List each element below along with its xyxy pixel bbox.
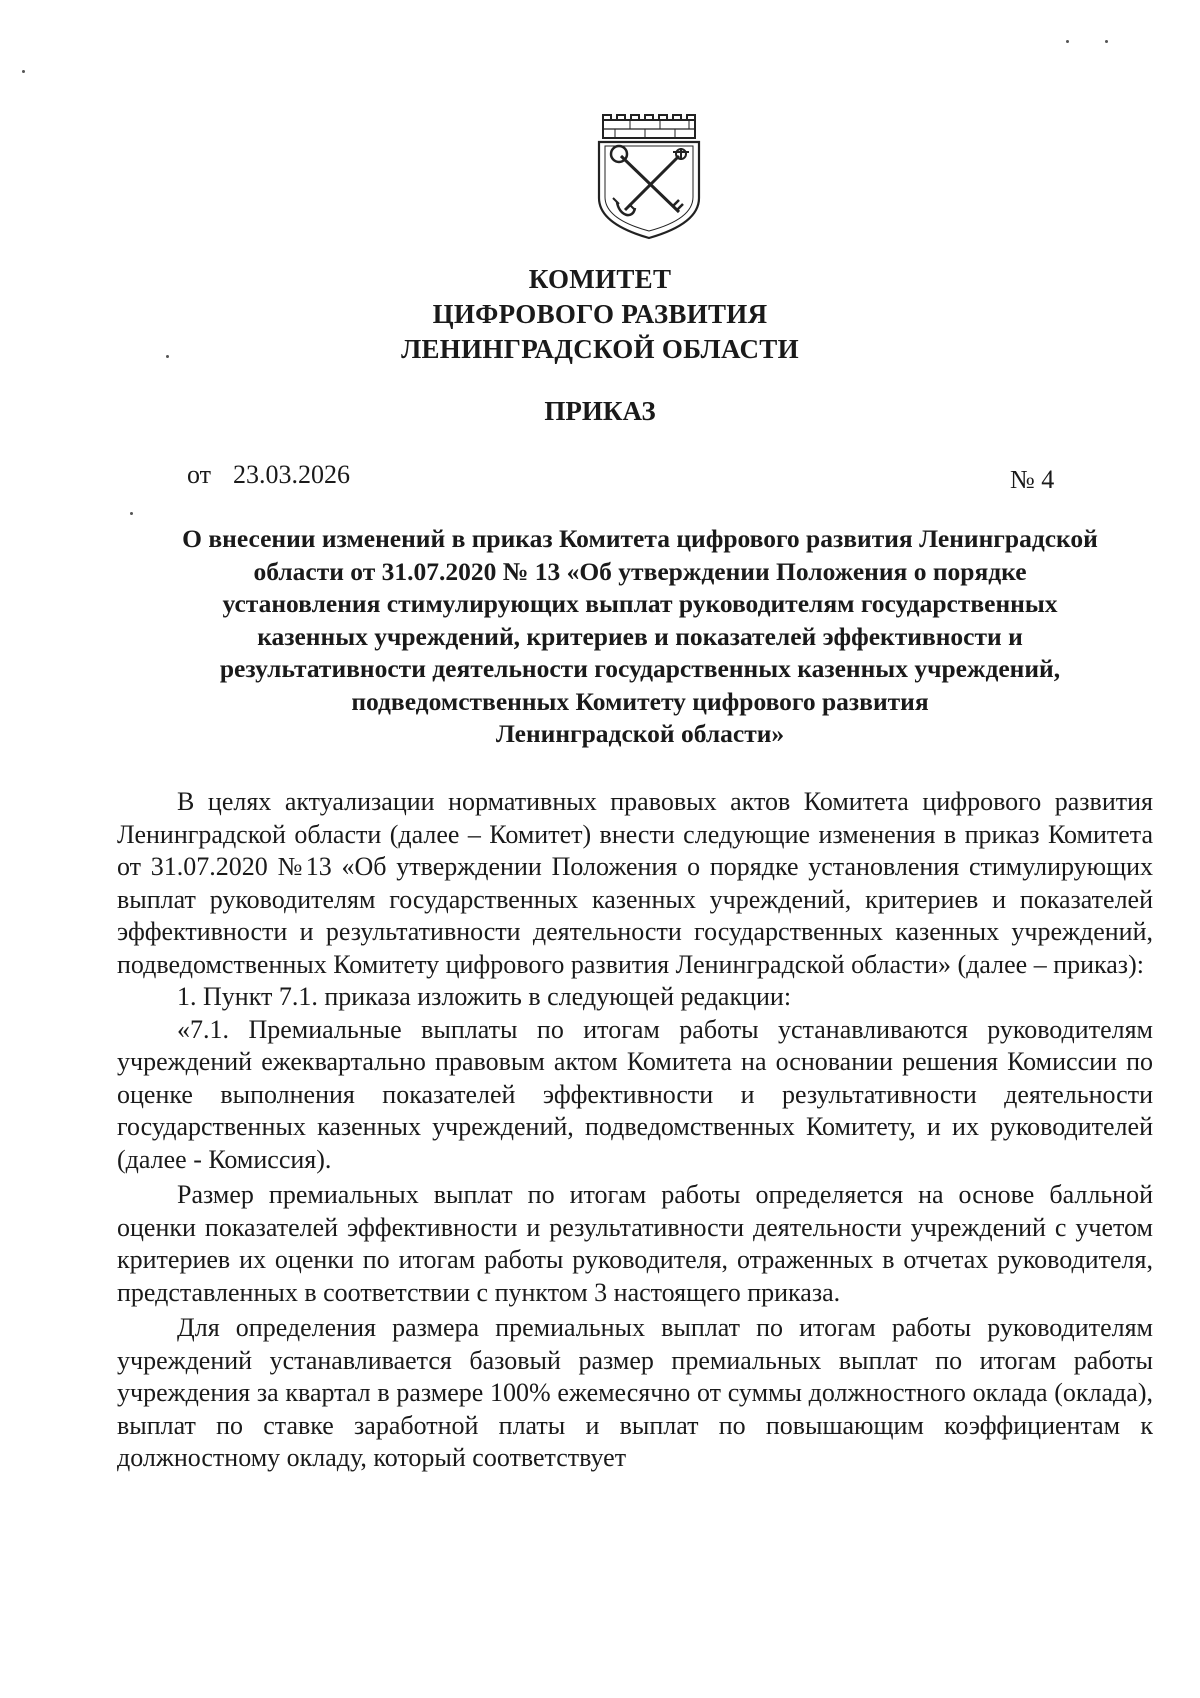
subject-line: казенных учреждений, критериев и показателей эффективности и [257,621,1023,651]
org-line: ЦИФРОВОГО РАЗВИТИЯ [432,299,768,329]
subject-line: результативности деятельности государственных казенных учреждений, [219,654,1061,683]
scan-speck [130,512,133,515]
subject-line: подведомственных Комитету цифрового развития [351,686,929,716]
paragraph-7-1: «7.1. Премиальные выплаты по итогам работы устанавливаются руководителям учреждений ежеквартально правовым актом Комитета на основании решения Комиссии по оценке выполнения показателей эффективности и результативности деятельности государственных казенных учреждений, подведомственных Комитету, и их руководителей (далее - Комиссия). [117,1014,1153,1174]
document-date [187,460,350,490]
date-value: 23.03.2026 [233,460,351,489]
paragraph-bonus-size: Размер премиальных выплат по итогам работы определяется на основе балльной оценки показателей эффективности и результативности деятельности учреждений с учетом критериев их оценки по итогам работы руководителя, отраженных в отчетах руководителя, представленных в соответствии с пунктом 3 настоящего приказа. [117,1180,1153,1307]
scan-speck [166,355,169,358]
scan-speck [22,70,25,73]
paragraph-item-1: 1. Пункт 7.1. приказа изложить в следующей редакции: [177,982,792,1011]
org-line: КОМИТЕТ [528,264,672,294]
coat-of-arms-emblem [593,112,705,242]
subject-line: О внесении изменений в приказ Комитета цифрового развития Ленинградской [182,524,1098,553]
paragraph-base-size: Для определения размера премиальных выплат по итогам работы руководителям учреждений устанавливается базовый размер премиальных выплат по итогам работы учреждения за квартал в размере 100% ежемесячно от суммы должностного оклада (оклада), выплат по ставке заработной платы и выплат по повышающим коэффициентам к должностному окладу, который соответствует [117,1313,1153,1472]
scan-speck [1105,40,1108,43]
paragraph-preamble: В целях актуализации нормативных правовых актов Комитета цифрового развития Ленинградской области (далее – Комитет) внести следующие изменения в приказ Комитета от 31.07.2020 №13 «Об утверждении Положения о порядке установления стимулирующих выплат руководителям государственных казенных учреждений, критериев и показателей эффективности и результативности деятельности государственных казенных учреждений, подведомственных Комитету цифрового развития Ленинградской области» (далее – приказ): [117,787,1153,979]
org-line: ЛЕНИНГРАДСКОЙ ОБЛАСТИ [401,334,799,364]
document-type: ПРИКАЗ [544,396,656,426]
subject-line: Ленинградской области» [495,719,785,748]
document-body [117,786,1153,1475]
subject-line: установления стимулирующих выплат руководителям государственных [222,589,1058,618]
scan-speck [1066,40,1069,43]
document-subject [128,523,1152,751]
date-prefix: от [187,460,212,489]
subject-line: области от 31.07.2020 № 13 «Об утверждении Положения о порядке [253,556,1027,586]
document-number: № 4 [1010,465,1055,494]
organization-name [0,262,1200,367]
